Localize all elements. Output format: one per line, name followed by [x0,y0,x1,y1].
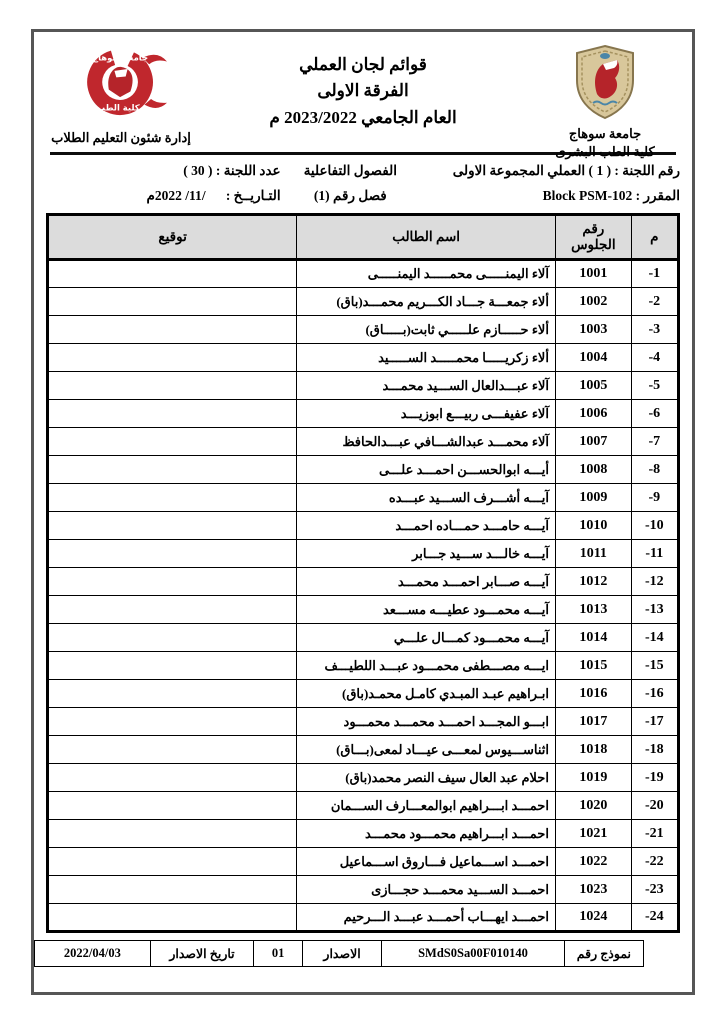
cell-serial: -11 [631,540,678,568]
cell-student-name: احمـــد ابـــراهيم محمـــود محمـــد [297,820,556,848]
info-row-2 [46,188,680,204]
cell-signature [48,904,297,932]
cell-signature [48,484,297,512]
cell-serial: -3 [631,316,678,344]
cell-seat-number: 1021 [555,820,631,848]
table-row [48,736,679,764]
table-row [48,288,679,316]
table-row [48,484,679,512]
table-row [48,876,679,904]
table-row [48,400,679,428]
table-row [48,792,679,820]
table-row [48,708,679,736]
faculty-caption: إدارة شئون التعليم الطلاب [51,130,191,145]
cell-student-name: ابـــو المجـــد احمـــد محمـــد محمـــود [297,708,556,736]
issue-label: الاصدار [302,941,381,967]
cell-student-name: احمـــد اســـماعيل فـــاروق اســـماعيل [297,848,556,876]
cell-serial: -21 [631,820,678,848]
table-row [48,344,679,372]
cell-seat-number: 1006 [555,400,631,428]
form-footer [34,940,644,967]
table-header-row [48,215,679,260]
page-subtitle-year: العام الجامعي 2023/2022 م [269,107,457,127]
title-block [200,44,526,131]
cell-student-name: آيـــه أشـــرف الســـيد عبـــده [297,484,556,512]
cell-signature [48,568,297,596]
header-student-name: اسم الطالب [297,215,556,260]
crescent-ring-text-top: جامعة سوهاج [92,52,149,63]
cell-serial: -9 [631,484,678,512]
cell-signature [48,708,297,736]
table-row [48,428,679,456]
cell-student-name: ايـــه مصـــطفى محمـــود عبـــد اللطيـــف [297,652,556,680]
university-caption-line2: كلية الطب البشرى [555,144,655,160]
document-page [31,29,695,995]
cell-signature [48,540,297,568]
cell-signature [48,260,297,288]
cell-seat-number: 1004 [555,344,631,372]
cell-serial: -12 [631,568,678,596]
faculty-logo-block [42,44,200,146]
cell-serial: -19 [631,764,678,792]
cell-signature [48,512,297,540]
cell-student-name: آلاء عبـــدالعال الســـيد محمـــد [297,372,556,400]
cell-signature [48,736,297,764]
cell-seat-number: 1002 [555,288,631,316]
table-row [48,904,679,932]
student-table-body [48,260,679,932]
cell-serial: -22 [631,848,678,876]
form-code: SMdS0Sa00F010140 [382,941,565,967]
cell-serial: -6 [631,400,678,428]
table-row [48,596,679,624]
cell-signature [48,596,297,624]
cell-signature [48,820,297,848]
cell-student-name: احلام عبد العال سيف النصر محمد(باق) [297,764,556,792]
committee-number: رقم اللجنة : ( 1 ) العملي المجموعة الاولى [452,163,680,178]
cell-signature [48,792,297,820]
crescent-ring-text-bottom: كلية الطب [96,102,140,113]
cell-signature [48,372,297,400]
cell-serial: -17 [631,708,678,736]
cell-seat-number: 1011 [555,540,631,568]
cell-seat-number: 1015 [555,652,631,680]
cell-serial: -24 [631,904,678,932]
cell-seat-number: 1010 [555,512,631,540]
classes-type: الفصول التفاعلية [303,163,397,178]
cell-seat-number: 1005 [555,372,631,400]
cell-serial: -1 [631,260,678,288]
cell-student-name: آيـــه خالـــد ســـيد جـــابر [297,540,556,568]
university-logo-block [526,44,684,161]
cell-student-name: أيـــه ابوالحســـن احمـــد علـــى [297,456,556,484]
cell-signature [48,400,297,428]
cell-student-name: آلاء عفيفـــى ربيـــع ابوزيـــد [297,400,556,428]
cell-serial: -2 [631,288,678,316]
course-code: المقرر : Block PSM-102 [542,188,680,203]
header-seat-number: رقم الجلوس [555,215,631,260]
page-title: قوائم لجان العملي [299,55,427,74]
cell-serial: -4 [631,344,678,372]
cell-seat-number: 1018 [555,736,631,764]
exam-date: التـاريــخ : /11/ 2022م [146,188,281,203]
cell-seat-number: 1007 [555,428,631,456]
table-row [48,540,679,568]
info-row-1 [46,163,680,179]
cell-signature [48,316,297,344]
cell-student-name: آلاء اليمنـــــى محمـــــد اليمنـــــى [297,260,556,288]
cell-student-name: آيـــه محمـــود عطيـــه مســـعد [297,596,556,624]
room-number: فصل رقم (1) [313,188,387,203]
header-signature: توقيع [48,215,297,260]
cell-seat-number: 1014 [555,624,631,652]
table-row [48,456,679,484]
cell-signature [48,680,297,708]
cell-signature [48,876,297,904]
cell-serial: -23 [631,876,678,904]
cell-serial: -13 [631,596,678,624]
committee-count: عدد اللجنة : ( 30 ) [183,163,281,178]
cell-student-name: آيـــه محمـــود كمـــال علـــي [297,624,556,652]
cell-seat-number: 1019 [555,764,631,792]
cell-serial: -8 [631,456,678,484]
table-row [48,848,679,876]
cell-student-name: احمـــد ايهـــاب أحمـــد عبـــد الـــرحيم [297,904,556,932]
cell-serial: -14 [631,624,678,652]
cell-serial: -7 [631,428,678,456]
footer-row [35,941,644,967]
cell-signature [48,848,297,876]
cell-signature [48,456,297,484]
cell-seat-number: 1008 [555,456,631,484]
cell-signature [48,764,297,792]
cell-student-name: احمـــد ابـــراهيم ابوالمعـــارف الســـمان [297,792,556,820]
issue-date-value: 2022/04/03 [35,941,151,967]
table-row [48,316,679,344]
table-row [48,764,679,792]
red-crescent-pharaoh-icon [60,44,182,124]
cell-seat-number: 1020 [555,792,631,820]
form-number-label: نموذج رقم [564,941,643,967]
document-header [34,32,692,160]
cell-seat-number: 1001 [555,260,631,288]
cell-signature [48,344,297,372]
table-row [48,372,679,400]
cell-student-name: ألاء حـــــازم علـــــي ثابت(بـــــاق) [297,316,556,344]
table-row [48,680,679,708]
table-row [48,624,679,652]
issue-number: 01 [254,941,303,967]
cell-seat-number: 1013 [555,596,631,624]
cell-seat-number: 1023 [555,876,631,904]
cell-signature [48,652,297,680]
cell-seat-number: 1012 [555,568,631,596]
university-caption-line1: جامعة سوهاج [568,126,642,141]
table-row [48,260,679,288]
cell-serial: -16 [631,680,678,708]
cell-serial: -10 [631,512,678,540]
cell-signature [48,624,297,652]
cell-student-name: آيـــه حامـــد حمـــاده احمـــد [297,512,556,540]
cell-signature [48,428,297,456]
table-row [48,512,679,540]
cell-seat-number: 1009 [555,484,631,512]
cell-student-name: ابـراهيم عبـد المبـدي كامـل محمـد(باق) [297,680,556,708]
cell-seat-number: 1017 [555,708,631,736]
cell-seat-number: 1016 [555,680,631,708]
cell-seat-number: 1003 [555,316,631,344]
exam-info [34,163,692,204]
university-shield-icon [573,44,637,120]
issue-date-label: تاريخ الاصدار [150,941,254,967]
cell-student-name: اثناســـيوس لمعـــى عيـــاد لمعى(بـــاق) [297,736,556,764]
header-serial: م [631,215,678,260]
cell-student-name: آلاء محمـــد عبدالشـــافي عبـــدالحافظ [297,428,556,456]
cell-serial: -15 [631,652,678,680]
cell-signature [48,288,297,316]
cell-student-name: ألاء زكريـــــا محمـــــد الســـــيد [297,344,556,372]
cell-student-name: آيـــه صـــابر احمـــد محمـــد [297,568,556,596]
cell-serial: -20 [631,792,678,820]
cell-serial: -5 [631,372,678,400]
table-row [48,568,679,596]
cell-student-name: ألاء جمعـــة جـــاد الكـــريم محمـــد(باق) [297,288,556,316]
cell-seat-number: 1024 [555,904,631,932]
table-row [48,820,679,848]
students-table [46,213,680,933]
cell-serial: -18 [631,736,678,764]
table-row [48,652,679,680]
cell-seat-number: 1022 [555,848,631,876]
page-subtitle-grade: الفرقة الاولى [317,81,409,101]
cell-student-name: احمـــد الســـيد محمـــد حجـــازى [297,876,556,904]
